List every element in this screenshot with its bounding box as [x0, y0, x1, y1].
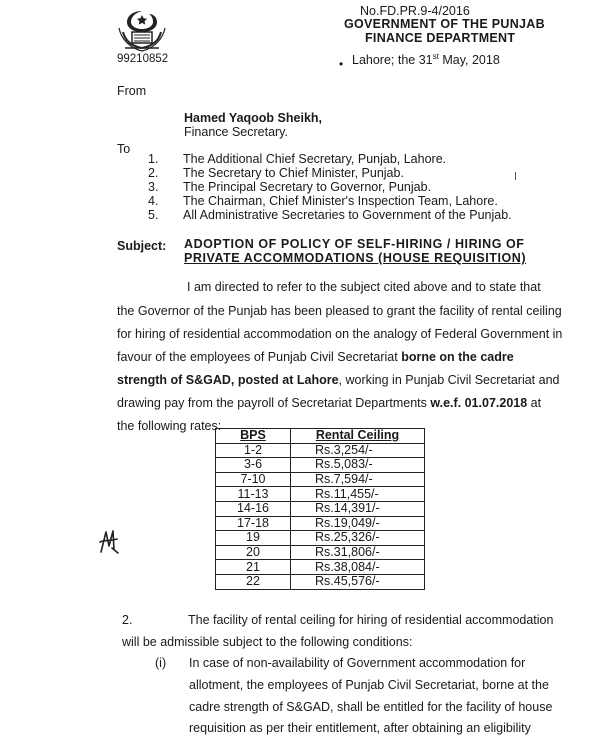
table-header-row — [216, 429, 425, 444]
table-row — [216, 574, 425, 589]
bps-cell: 3-6 — [216, 458, 291, 473]
table-row — [216, 443, 425, 458]
bps-cell: 14-16 — [216, 501, 291, 516]
table-row — [216, 531, 425, 546]
to-label: To — [117, 142, 131, 156]
bps-cell: 20 — [216, 545, 291, 560]
sender-title: Finance Secretary. — [184, 125, 288, 139]
body-line: requisition as per their entitlement, after obtaining an eligibility — [189, 721, 531, 735]
table-row — [216, 560, 425, 575]
bps-cell: 1-2 — [216, 443, 291, 458]
body-line: the Governor of the Punjab has been pleased to grant the facility of rental ceiling — [117, 304, 562, 318]
body-line: cadre strength of S&GAD, shall be entitled for the facility of house — [189, 700, 553, 714]
bps-cell: 7-10 — [216, 472, 291, 487]
bullet-dot: • — [339, 57, 344, 71]
rental-ceiling-cell: Rs.5,083/- — [291, 458, 425, 473]
rental-ceiling-cell: Rs.11,455/- — [291, 487, 425, 502]
department-heading: FINANCE DEPARTMENT — [365, 31, 516, 45]
phone-number: 99210852 — [117, 53, 169, 65]
recipient-item: 5. All Administrative Secretaries to Government of the Punjab. — [148, 208, 512, 222]
table-header-bps: BPS — [216, 429, 291, 444]
from-label: From — [117, 84, 147, 98]
rental-ceiling-cell: Rs.38,084/- — [291, 560, 425, 575]
rental-ceiling-cell: Rs.25,326/- — [291, 531, 425, 546]
body-line: In case of non-availability of Government accommodation for — [189, 656, 526, 670]
body-line: for hiring of residential accommodation on the analogy of Federal Government in — [117, 327, 563, 341]
bps-cell: 19 — [216, 531, 291, 546]
rental-ceiling-cell: Rs.19,049/- — [291, 516, 425, 531]
handwritten-initials-icon — [98, 528, 120, 554]
margin-mark — [515, 172, 516, 180]
punjab-emblem-icon — [113, 8, 171, 52]
rental-ceiling-cell: Rs.31,806/- — [291, 545, 425, 560]
body-line: strength of S&GAD, posted at Lahore, working in Punjab Civil Secretariat and — [117, 373, 560, 387]
body-line: I am directed to refer to the subject cited above and to state that — [187, 280, 541, 294]
subject-line-1: ADOPTION OF POLICY OF SELF-HIRING / HIRING OF — [184, 237, 525, 251]
subject-line-2: PRIVATE ACCOMMODATIONS (HOUSE REQUISITION) — [184, 251, 527, 265]
recipient-item: 2. The Secretary to Chief Minister, Punjab. — [148, 166, 404, 180]
recipient-item: 1. The Additional Chief Secretary, Punjab, Lahore. — [148, 152, 447, 166]
bps-cell: 21 — [216, 560, 291, 575]
table-row — [216, 458, 425, 473]
table-row — [216, 472, 425, 487]
table-row — [216, 501, 425, 516]
rental-ceiling-cell: Rs.14,391/- — [291, 501, 425, 516]
bps-cell: 11-13 — [216, 487, 291, 502]
paragraph-number: 2. — [122, 613, 133, 627]
table-header-rental-ceiling: Rental Ceiling — [291, 429, 425, 444]
letter-date: Lahore; the 31st May, 2018 — [352, 52, 500, 68]
condition-number: (i) — [155, 656, 167, 670]
subject-label: Subject: — [117, 239, 167, 253]
body-line: will be admissible subject to the following conditions: — [122, 635, 413, 649]
government-heading: GOVERNMENT OF THE PUNJAB — [344, 17, 545, 31]
bps-cell: 22 — [216, 574, 291, 589]
recipient-item: 3. The Principal Secretary to Governor, Punjab. — [148, 180, 432, 194]
sender-name: Hamed Yaqoob Sheikh, — [184, 111, 323, 125]
table-row — [216, 545, 425, 560]
body-line: favour of the employees of Punjab Civil Secretariat borne on the cadre — [117, 350, 514, 364]
rental-ceiling-cell: Rs.3,254/- — [291, 443, 425, 458]
body-line: allotment, the employees of Punjab Civil Secretariat, borne at the — [189, 678, 549, 692]
table-row — [216, 487, 425, 502]
rental-ceiling-cell: Rs.7,594/- — [291, 472, 425, 487]
body-line: The facility of rental ceiling for hiring of residential accommodation — [188, 613, 554, 627]
table-row — [216, 516, 425, 531]
body-line: drawing pay from the payroll of Secretariat Departments w.e.f. 01.07.2018 at — [117, 396, 542, 410]
rental-ceiling-cell: Rs.45,576/- — [291, 574, 425, 589]
recipient-item: 4. The Chairman, Chief Minister's Inspection Team, Lahore. — [148, 194, 498, 208]
bps-cell: 17-18 — [216, 516, 291, 531]
body-line: the following rates: — [117, 419, 222, 433]
file-reference-number: No.FD.PR.9-4/2016 — [360, 4, 470, 18]
rental-ceiling-table — [215, 428, 425, 590]
